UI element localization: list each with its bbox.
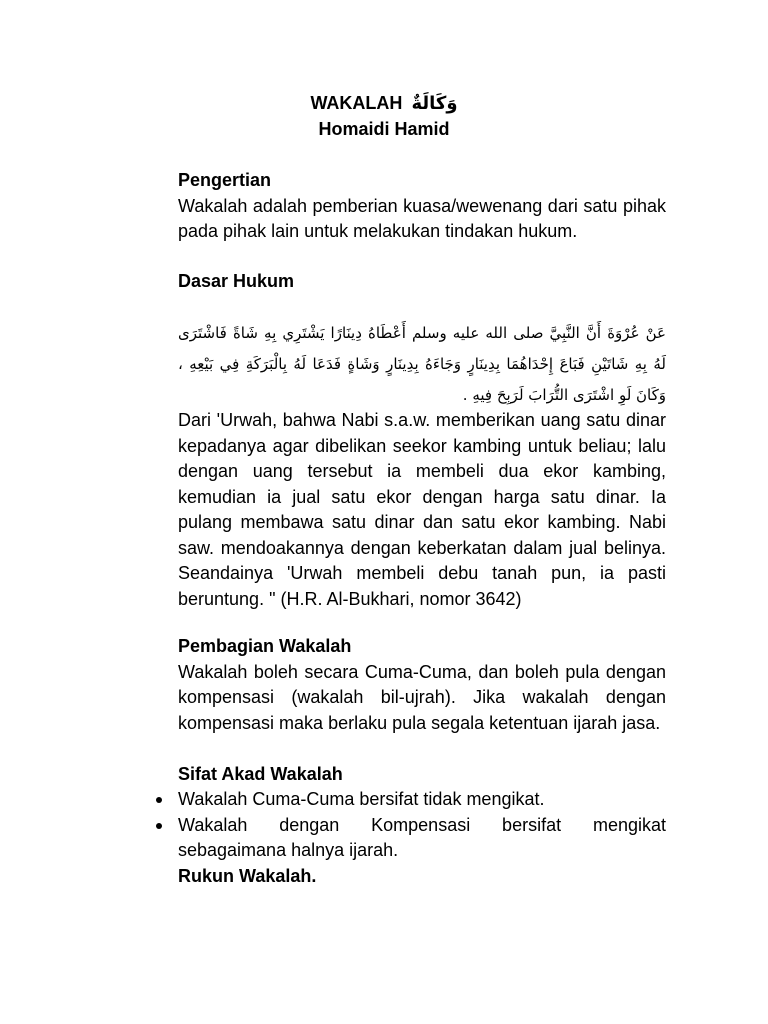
heading-pengertian: Pengertian [178,170,272,190]
hadith-arabic-text: عَنْ عُرْوَةَ أَنَّ النَّبِيَّ صلى الله عليه وسلم أَعْطَاهُ دِينَارًا يَشْتَرِي بِهِ شَاةً فَاشْتَرَى لَهُ بِهِ شَاتَيْنِ فَبَاعَ إِحْدَاهُمَا بِدِينَارٍ وَجَاءَهُ بِدِينَارٍ وَشَاةٍ فَدَعَا لَهُ بِالْبَرَكَةِ فِي بَيْعِهِ ، وَكَانَ لَوِ اشْتَرَى التُّرَابَ لَرَبِحَ فِيهِ . [178,324,666,404]
title-main: WAKALAH [310,93,403,113]
section-dasar-hukum [178,269,666,295]
hadith-translation: Dari 'Urwah, bahwa Nabi s.a.w. memberikan uang satu dinar kepadanya agar dibelikan seekor kambing untuk beliau; lalu dengan uang tersebut ia membeli dua ekor kambing, kemudian ia jual satu ekor dengan harga satu dinar. Ia pulang membawa satu dinar dan satu ekor kambing. Nabi saw. mendoakannya dengan keberkatan dalam jual belinya. Seandainya 'Urwah membeli debu tanah pun, ia pasti beruntung. " (H.R. Al-Bukhari, nomor 3642) [178,410,666,609]
list-item [150,787,666,813]
section-rukun [178,864,666,890]
section-pembagian [178,634,666,736]
bullet-icon [156,797,162,803]
heading-pembagian: Pembagian Wakalah [178,636,352,656]
list-item-text: Wakalah dengan Kompensasi bersifat mengikat sebagaimana halnya ijarah. [178,814,666,860]
title-arabic: وَكَالَةٌ [411,93,458,114]
list-item-text: Wakalah Cuma-Cuma bersifat tidak mengikat. [178,789,545,809]
document-title [0,93,768,114]
section-pengertian [178,168,666,245]
pengertian-text: Wakalah adalah pemberian kuasa/wewenang dari satu pihak pada pihak lain untuk melakukan tindakan hukum. [178,195,666,241]
heading-rukun: Rukun Wakalah. [178,866,317,886]
list-item [150,813,666,864]
section-sifat [178,762,666,788]
heading-dasar-hukum: Dasar Hukum [178,271,295,291]
sifat-list [150,787,666,864]
author-name: Homaidi Hamid [318,119,450,139]
pembagian-text: Wakalah boleh secara Cuma-Cuma, dan boleh pula dengan kompensasi (wakalah bil-ujrah). Jika wakalah dengan kompensasi maka berlaku pula segala ketentuan ijarah jasa. [178,661,666,733]
bullet-icon [156,823,162,829]
heading-sifat: Sifat Akad Wakalah [178,764,343,784]
